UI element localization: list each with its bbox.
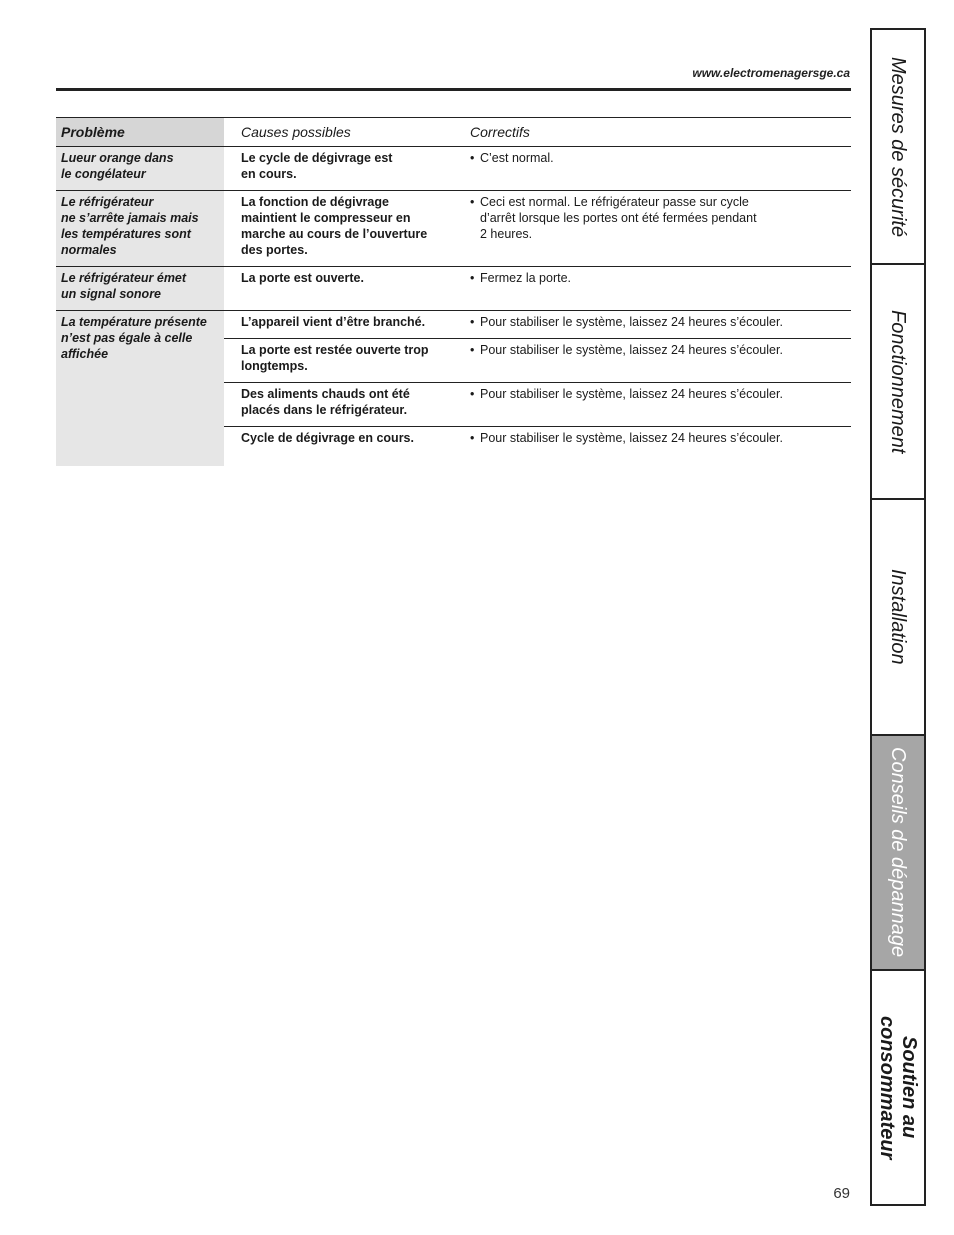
website-url[interactable]: www.electromenagersge.ca [692, 66, 850, 80]
fix-cell [453, 427, 851, 454]
fix-cell [453, 147, 851, 190]
fix-text: Pour stabiliser le système, laissez 24 heures s’écouler. [480, 387, 783, 401]
problem-cell: Le réfrigérateur ne s’arrête jamais mais les températures sont normales [56, 191, 224, 266]
fix-text: Fermez la porte. [480, 271, 572, 285]
problem-group-temperature [56, 311, 851, 466]
header-rule [56, 88, 851, 91]
tab-mesures-de-securite[interactable] [870, 28, 926, 265]
tab-label: Installation [887, 569, 909, 665]
bullet-icon: • [470, 151, 475, 165]
cause-cell: La porte est restée ouverte trop longtemps. [241, 343, 429, 373]
fix-text: Pour stabiliser le système, laissez 24 heures s’écouler. [480, 343, 783, 357]
tab-label: Mesures de sécurité [887, 56, 909, 237]
section-tabs [870, 28, 926, 1206]
fix-text: C’est normal. [480, 151, 554, 165]
fix-text: Pour stabiliser le système, laissez 24 heures s’écouler. [480, 431, 783, 445]
problem-group-orange-glow [56, 147, 851, 191]
table-row [224, 427, 851, 466]
fix-cell [453, 311, 851, 338]
table-row [224, 339, 851, 383]
tab-installation[interactable] [870, 500, 926, 735]
tab-soutien-au-consommateur[interactable] [870, 971, 926, 1206]
problem-cell: Lueur orange dans le congélateur [56, 147, 224, 190]
cause-cell: Des aliments chauds ont été placés dans le réfrigérateur. [241, 387, 410, 417]
fix-cell [453, 267, 851, 294]
header-fixes: Correctifs [470, 124, 530, 140]
fix-cell [453, 191, 851, 266]
page-number: 69 [833, 1185, 850, 1202]
bullet-icon: • [470, 431, 475, 445]
problem-cell: Le réfrigérateur émet un signal sonore [56, 267, 224, 310]
tab-conseils-de-depannage[interactable] [870, 736, 926, 971]
bullet-icon: • [470, 315, 475, 329]
problem-group-never-stops [56, 191, 851, 267]
tab-label: Soutien au consommateur [876, 1015, 920, 1160]
cause-cell: La porte est ouverte. [241, 271, 364, 285]
bullet-icon: • [470, 195, 475, 209]
table-row [224, 267, 851, 294]
table-header [56, 117, 851, 147]
table-row [224, 147, 851, 190]
tab-label: Conseils de dépannage [887, 747, 909, 958]
table-row [224, 311, 851, 339]
fix-cell [453, 339, 851, 382]
problem-group-beeps [56, 267, 851, 311]
header-causes: Causes possibles [241, 124, 351, 140]
bullet-icon: • [470, 271, 475, 285]
fix-cell [453, 383, 851, 426]
tab-label: Fonctionnement [887, 310, 909, 454]
cause-cell: Le cycle de dégivrage est en cours. [241, 151, 393, 181]
table-row [224, 383, 851, 427]
bullet-icon: • [470, 387, 475, 401]
cause-cell: La fonction de dégivrage maintient le compresseur en marche au cours de l’ouverture des portes. [241, 195, 428, 257]
fix-text: Ceci est normal. Le réfrigérateur passe sur cycle d’arrêt lorsque les portes ont été fermées pendant 2 heures. [480, 195, 757, 241]
troubleshooting-table [56, 117, 851, 466]
bullet-icon: • [470, 343, 475, 357]
header-problem: Problème [56, 118, 224, 146]
fix-text: Pour stabiliser le système, laissez 24 heures s’écouler. [480, 315, 783, 329]
problem-cell: La température présente n’est pas égale à celle affichée [56, 311, 224, 466]
cause-cell: Cycle de dégivrage en cours. [241, 431, 414, 445]
cause-cell: L’appareil vient d’être branché. [241, 315, 426, 329]
table-row [224, 191, 851, 266]
tab-fonctionnement[interactable] [870, 265, 926, 500]
